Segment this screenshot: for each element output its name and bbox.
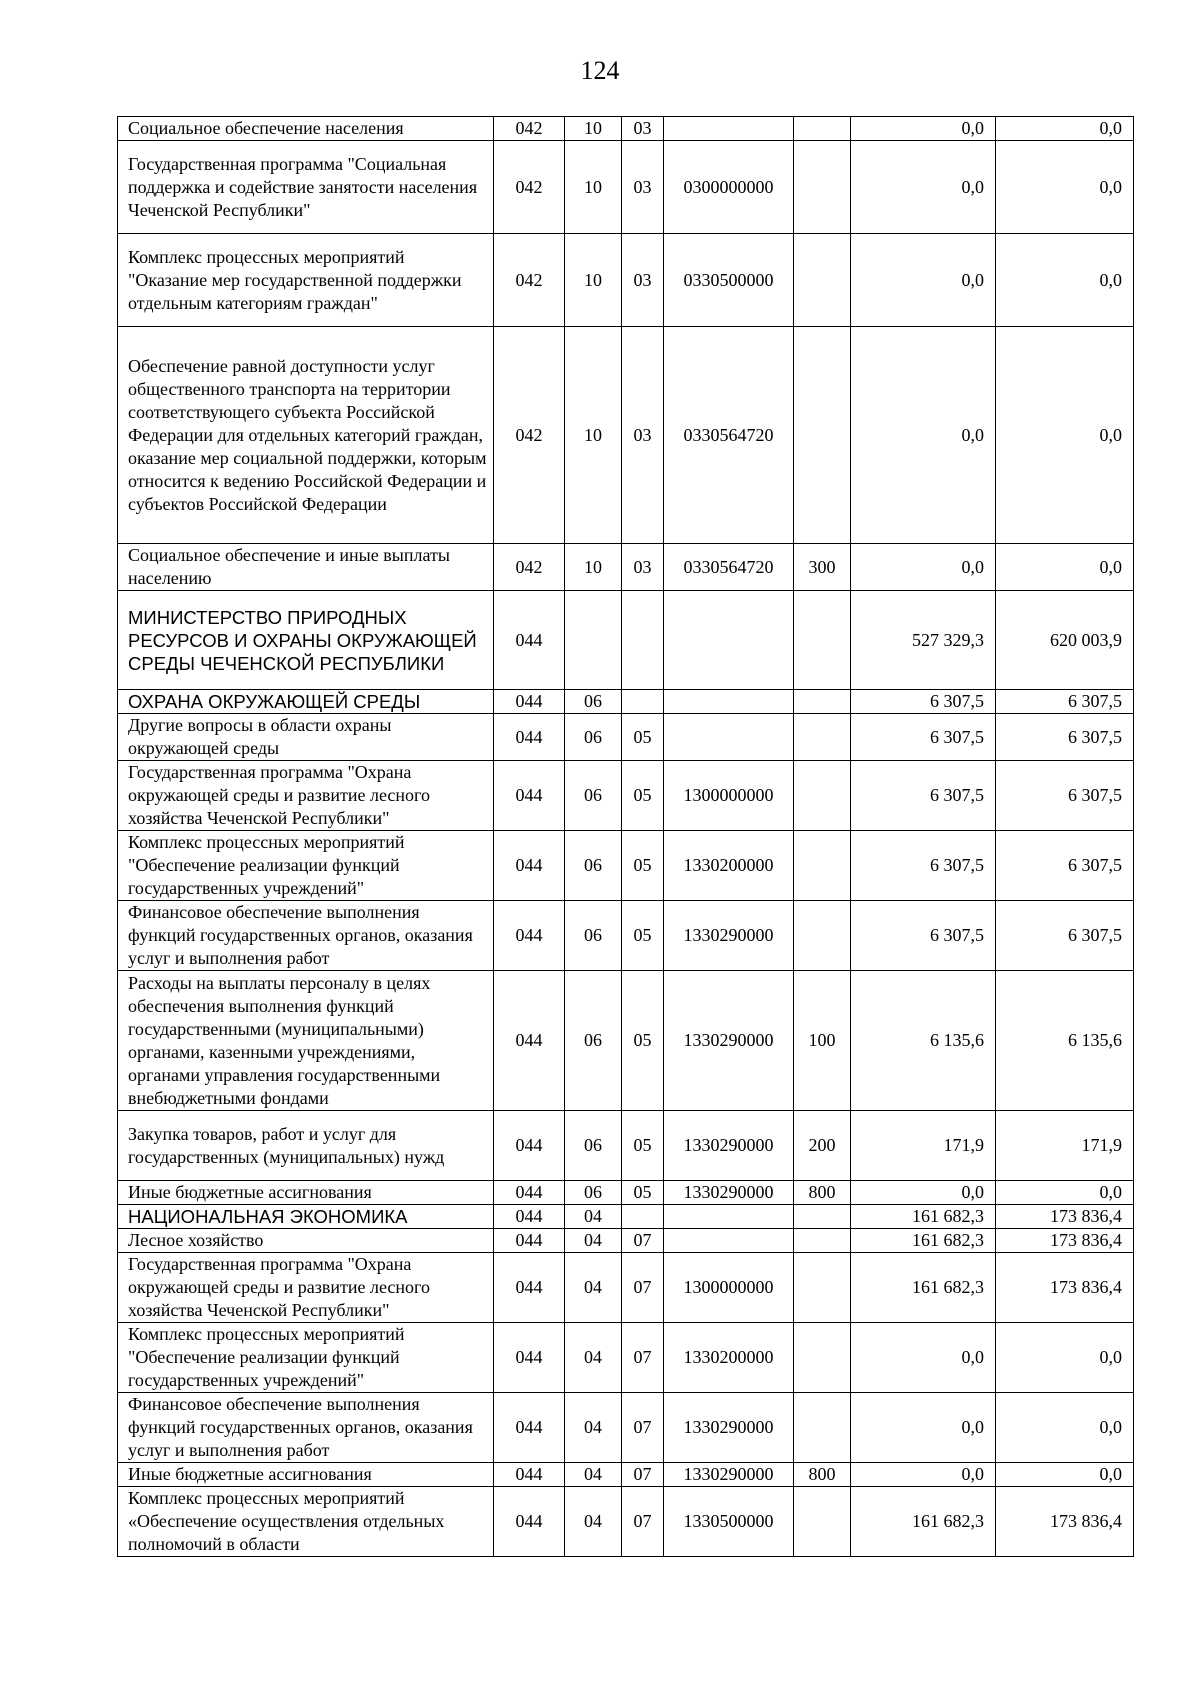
table-row — [118, 1323, 1134, 1393]
subsection-code-cell: 05 — [622, 1181, 664, 1205]
row-name-cell: Иные бюджетные ассигнования — [118, 1181, 494, 1205]
amount-year2-cell: 0,0 — [996, 117, 1134, 141]
table-row — [118, 1253, 1134, 1323]
expense-type-cell — [794, 1487, 851, 1557]
amount-year1-cell: 0,0 — [851, 117, 996, 141]
expense-type-cell — [794, 1229, 851, 1253]
amount-year2-cell: 173 836,4 — [996, 1253, 1134, 1323]
section-code-cell: 10 — [565, 544, 622, 591]
section-code-cell: 06 — [565, 1181, 622, 1205]
row-name-cell: Закупка товаров, работ и услуг для государственных (муниципальных) нужд — [118, 1111, 494, 1181]
amount-year1-cell: 6 307,5 — [851, 690, 996, 714]
row-name-cell: ОХРАНА ОКРУЖАЮЩЕЙ СРЕДЫ — [118, 690, 494, 714]
target-article-cell — [664, 714, 794, 761]
amount-year2-cell: 6 307,5 — [996, 831, 1134, 901]
amount-year1-cell: 0,0 — [851, 1393, 996, 1463]
expense-type-cell — [794, 1205, 851, 1229]
ved-code-cell: 044 — [494, 1393, 565, 1463]
amount-year1-cell: 0,0 — [851, 1323, 996, 1393]
section-code-cell: 06 — [565, 831, 622, 901]
row-name-cell: Комплекс процессных мероприятий "Обеспечение реализации функций государственных учреждений" — [118, 831, 494, 901]
target-article-cell — [664, 690, 794, 714]
amount-year1-cell: 161 682,3 — [851, 1487, 996, 1557]
subsection-code-cell — [622, 1205, 664, 1229]
table-row — [118, 544, 1134, 591]
row-name-cell: НАЦИОНАЛЬНАЯ ЭКОНОМИКА — [118, 1205, 494, 1229]
target-article-cell: 0330564720 — [664, 544, 794, 591]
table-row — [118, 714, 1134, 761]
row-name-cell: Финансовое обеспечение выполнения функций государственных органов, оказания услуг и выполнения работ — [118, 1393, 494, 1463]
amount-year1-cell: 171,9 — [851, 1111, 996, 1181]
table-row — [118, 117, 1134, 141]
section-code-cell: 06 — [565, 761, 622, 831]
table-row — [118, 1393, 1134, 1463]
row-name-cell: Социальное обеспечение и иные выплаты населению — [118, 544, 494, 591]
table-row — [118, 1229, 1134, 1253]
ved-code-cell: 042 — [494, 141, 565, 234]
section-code-cell: 06 — [565, 714, 622, 761]
page-number: 124 — [580, 56, 620, 85]
ved-code-cell: 044 — [494, 690, 565, 714]
row-name-cell: Расходы на выплаты персоналу в целях обеспечения выполнения функций государственными (муниципальными) органами, казенными учреждениями, органами управления государственными внебюджетными фондами — [118, 971, 494, 1111]
target-article-cell: 0330500000 — [664, 234, 794, 327]
target-article-cell: 1330290000 — [664, 1463, 794, 1487]
amount-year2-cell: 0,0 — [996, 1181, 1134, 1205]
ved-code-cell: 044 — [494, 831, 565, 901]
subsection-code-cell — [622, 690, 664, 714]
subsection-code-cell: 07 — [622, 1253, 664, 1323]
expense-type-cell: 200 — [794, 1111, 851, 1181]
subsection-code-cell: 05 — [622, 714, 664, 761]
target-article-cell — [664, 591, 794, 690]
target-article-cell: 1330290000 — [664, 1111, 794, 1181]
expense-type-cell — [794, 234, 851, 327]
amount-year1-cell: 161 682,3 — [851, 1253, 996, 1323]
table-row — [118, 1111, 1134, 1181]
amount-year2-cell: 6 307,5 — [996, 901, 1134, 971]
section-code-cell: 10 — [565, 141, 622, 234]
expense-type-cell: 300 — [794, 544, 851, 591]
row-name-cell: Лесное хозяйство — [118, 1229, 494, 1253]
amount-year1-cell: 0,0 — [851, 544, 996, 591]
amount-year1-cell: 0,0 — [851, 1463, 996, 1487]
amount-year2-cell: 0,0 — [996, 234, 1134, 327]
target-article-cell: 1330200000 — [664, 1323, 794, 1393]
expense-type-cell — [794, 1253, 851, 1323]
subsection-code-cell: 05 — [622, 901, 664, 971]
table-row — [118, 1487, 1134, 1557]
expense-type-cell — [794, 761, 851, 831]
target-article-cell: 1330290000 — [664, 901, 794, 971]
section-code-cell — [565, 591, 622, 690]
ved-code-cell: 042 — [494, 234, 565, 327]
section-code-cell: 04 — [565, 1463, 622, 1487]
table-row — [118, 1181, 1134, 1205]
row-name-cell: Государственная программа "Охрана окружающей среды и развитие лесного хозяйства Чеченской Республики" — [118, 1253, 494, 1323]
table-row — [118, 234, 1134, 327]
amount-year2-cell: 171,9 — [996, 1111, 1134, 1181]
row-name-cell: Обеспечение равной доступности услуг общественного транспорта на территории соответствующего субъекта Российской Федерации для отдельных категорий граждан, оказание мер социальной поддержки, которым относится к ведению Российской Федерации и субъектов Российской Федерации — [118, 327, 494, 544]
amount-year2-cell: 6 135,6 — [996, 971, 1134, 1111]
subsection-code-cell: 07 — [622, 1229, 664, 1253]
target-article-cell: 1330290000 — [664, 971, 794, 1111]
amount-year2-cell: 173 836,4 — [996, 1487, 1134, 1557]
ved-code-cell: 044 — [494, 1323, 565, 1393]
subsection-code-cell: 03 — [622, 141, 664, 234]
amount-year2-cell: 173 836,4 — [996, 1205, 1134, 1229]
row-name-cell: Комплекс процессных мероприятий "Обеспечение реализации функций государственных учреждений" — [118, 1323, 494, 1393]
section-code-cell: 06 — [565, 1111, 622, 1181]
target-article-cell — [664, 1229, 794, 1253]
target-article-cell: 0330564720 — [664, 327, 794, 544]
subsection-code-cell: 03 — [622, 544, 664, 591]
table-row — [118, 831, 1134, 901]
table-row — [118, 1205, 1134, 1229]
amount-year2-cell: 0,0 — [996, 544, 1134, 591]
subsection-code-cell: 05 — [622, 1111, 664, 1181]
subsection-code-cell: 03 — [622, 117, 664, 141]
amount-year1-cell: 0,0 — [851, 1181, 996, 1205]
table-row — [118, 761, 1134, 831]
ved-code-cell: 044 — [494, 1229, 565, 1253]
row-name-cell: Финансовое обеспечение выполнения функций государственных органов, оказания услуг и выполнения работ — [118, 901, 494, 971]
subsection-code-cell: 07 — [622, 1323, 664, 1393]
ved-code-cell: 044 — [494, 714, 565, 761]
subsection-code-cell — [622, 591, 664, 690]
section-code-cell: 04 — [565, 1205, 622, 1229]
expense-type-cell — [794, 327, 851, 544]
ved-code-cell: 044 — [494, 1253, 565, 1323]
target-article-cell: 1330500000 — [664, 1487, 794, 1557]
amount-year2-cell: 0,0 — [996, 327, 1134, 544]
expense-type-cell — [794, 141, 851, 234]
row-name-cell: Комплекс процессных мероприятий «Обеспечение осуществления отдельных полномочий в области — [118, 1487, 494, 1557]
ved-code-cell: 044 — [494, 761, 565, 831]
ved-code-cell: 042 — [494, 117, 565, 141]
expense-type-cell — [794, 714, 851, 761]
target-article-cell: 1300000000 — [664, 1253, 794, 1323]
target-article-cell: 1330290000 — [664, 1393, 794, 1463]
row-name-cell: Другие вопросы в области охраны окружающей среды — [118, 714, 494, 761]
amount-year1-cell: 0,0 — [851, 327, 996, 544]
amount-year1-cell: 6 135,6 — [851, 971, 996, 1111]
amount-year1-cell: 6 307,5 — [851, 714, 996, 761]
amount-year1-cell: 6 307,5 — [851, 761, 996, 831]
table-row — [118, 141, 1134, 234]
target-article-cell — [664, 117, 794, 141]
section-code-cell: 10 — [565, 117, 622, 141]
target-article-cell — [664, 1205, 794, 1229]
ved-code-cell: 044 — [494, 591, 565, 690]
amount-year2-cell: 6 307,5 — [996, 690, 1134, 714]
ved-code-cell: 042 — [494, 327, 565, 544]
table-row — [118, 327, 1134, 544]
table-row — [118, 901, 1134, 971]
table-row — [118, 971, 1134, 1111]
subsection-code-cell: 05 — [622, 831, 664, 901]
row-name-cell: МИНИСТЕРСТВО ПРИРОДНЫХ РЕСУРСОВ И ОХРАНЫ ОКРУЖАЮЩЕЙ СРЕДЫ ЧЕЧЕНСКОЙ РЕСПУБЛИКИ — [118, 591, 494, 690]
expense-type-cell — [794, 690, 851, 714]
row-name-cell: Комплекс процессных мероприятий "Оказание мер государственной поддержки отдельным категориям граждан" — [118, 234, 494, 327]
amount-year2-cell: 0,0 — [996, 1323, 1134, 1393]
section-code-cell: 04 — [565, 1323, 622, 1393]
amount-year2-cell: 0,0 — [996, 141, 1134, 234]
subsection-code-cell: 03 — [622, 234, 664, 327]
amount-year1-cell: 161 682,3 — [851, 1205, 996, 1229]
target-article-cell: 1330200000 — [664, 831, 794, 901]
ved-code-cell: 044 — [494, 1205, 565, 1229]
amount-year2-cell: 6 307,5 — [996, 761, 1134, 831]
section-code-cell: 04 — [565, 1229, 622, 1253]
expense-type-cell — [794, 1323, 851, 1393]
section-code-cell: 10 — [565, 234, 622, 327]
expense-type-cell: 100 — [794, 971, 851, 1111]
target-article-cell: 1330290000 — [664, 1181, 794, 1205]
row-name-cell: Социальное обеспечение населения — [118, 117, 494, 141]
section-code-cell: 10 — [565, 327, 622, 544]
amount-year1-cell: 6 307,5 — [851, 831, 996, 901]
section-code-cell: 04 — [565, 1393, 622, 1463]
table-row — [118, 1463, 1134, 1487]
subsection-code-cell: 05 — [622, 761, 664, 831]
ved-code-cell: 044 — [494, 1487, 565, 1557]
table-row — [118, 591, 1134, 690]
expense-type-cell: 800 — [794, 1181, 851, 1205]
ved-code-cell: 044 — [494, 1181, 565, 1205]
amount-year1-cell: 161 682,3 — [851, 1229, 996, 1253]
expense-type-cell — [794, 591, 851, 690]
ved-code-cell: 044 — [494, 1463, 565, 1487]
section-code-cell: 06 — [565, 901, 622, 971]
section-code-cell: 06 — [565, 690, 622, 714]
amount-year2-cell: 173 836,4 — [996, 1229, 1134, 1253]
row-name-cell: Государственная программа "Социальная поддержка и содействие занятости населения Чеченской Республики" — [118, 141, 494, 234]
amount-year2-cell: 620 003,9 — [996, 591, 1134, 690]
amount-year2-cell: 6 307,5 — [996, 714, 1134, 761]
amount-year1-cell: 527 329,3 — [851, 591, 996, 690]
section-code-cell: 04 — [565, 1253, 622, 1323]
ved-code-cell: 044 — [494, 901, 565, 971]
amount-year2-cell: 0,0 — [996, 1393, 1134, 1463]
budget-table — [117, 116, 1134, 1557]
expense-type-cell — [794, 831, 851, 901]
expense-type-cell — [794, 117, 851, 141]
subsection-code-cell: 07 — [622, 1487, 664, 1557]
expense-type-cell — [794, 901, 851, 971]
ved-code-cell: 042 — [494, 544, 565, 591]
amount-year1-cell: 0,0 — [851, 234, 996, 327]
subsection-code-cell: 05 — [622, 971, 664, 1111]
row-name-cell: Государственная программа "Охрана окружающей среды и развитие лесного хозяйства Чеченской Республики" — [118, 761, 494, 831]
amount-year1-cell: 0,0 — [851, 141, 996, 234]
amount-year1-cell: 6 307,5 — [851, 901, 996, 971]
expense-type-cell: 800 — [794, 1463, 851, 1487]
table-row — [118, 690, 1134, 714]
section-code-cell: 06 — [565, 971, 622, 1111]
subsection-code-cell: 07 — [622, 1393, 664, 1463]
amount-year2-cell: 0,0 — [996, 1463, 1134, 1487]
subsection-code-cell: 03 — [622, 327, 664, 544]
target-article-cell: 0300000000 — [664, 141, 794, 234]
row-name-cell: Иные бюджетные ассигнования — [118, 1463, 494, 1487]
expense-type-cell — [794, 1393, 851, 1463]
subsection-code-cell: 07 — [622, 1463, 664, 1487]
section-code-cell: 04 — [565, 1487, 622, 1557]
ved-code-cell: 044 — [494, 1111, 565, 1181]
target-article-cell: 1300000000 — [664, 761, 794, 831]
ved-code-cell: 044 — [494, 971, 565, 1111]
